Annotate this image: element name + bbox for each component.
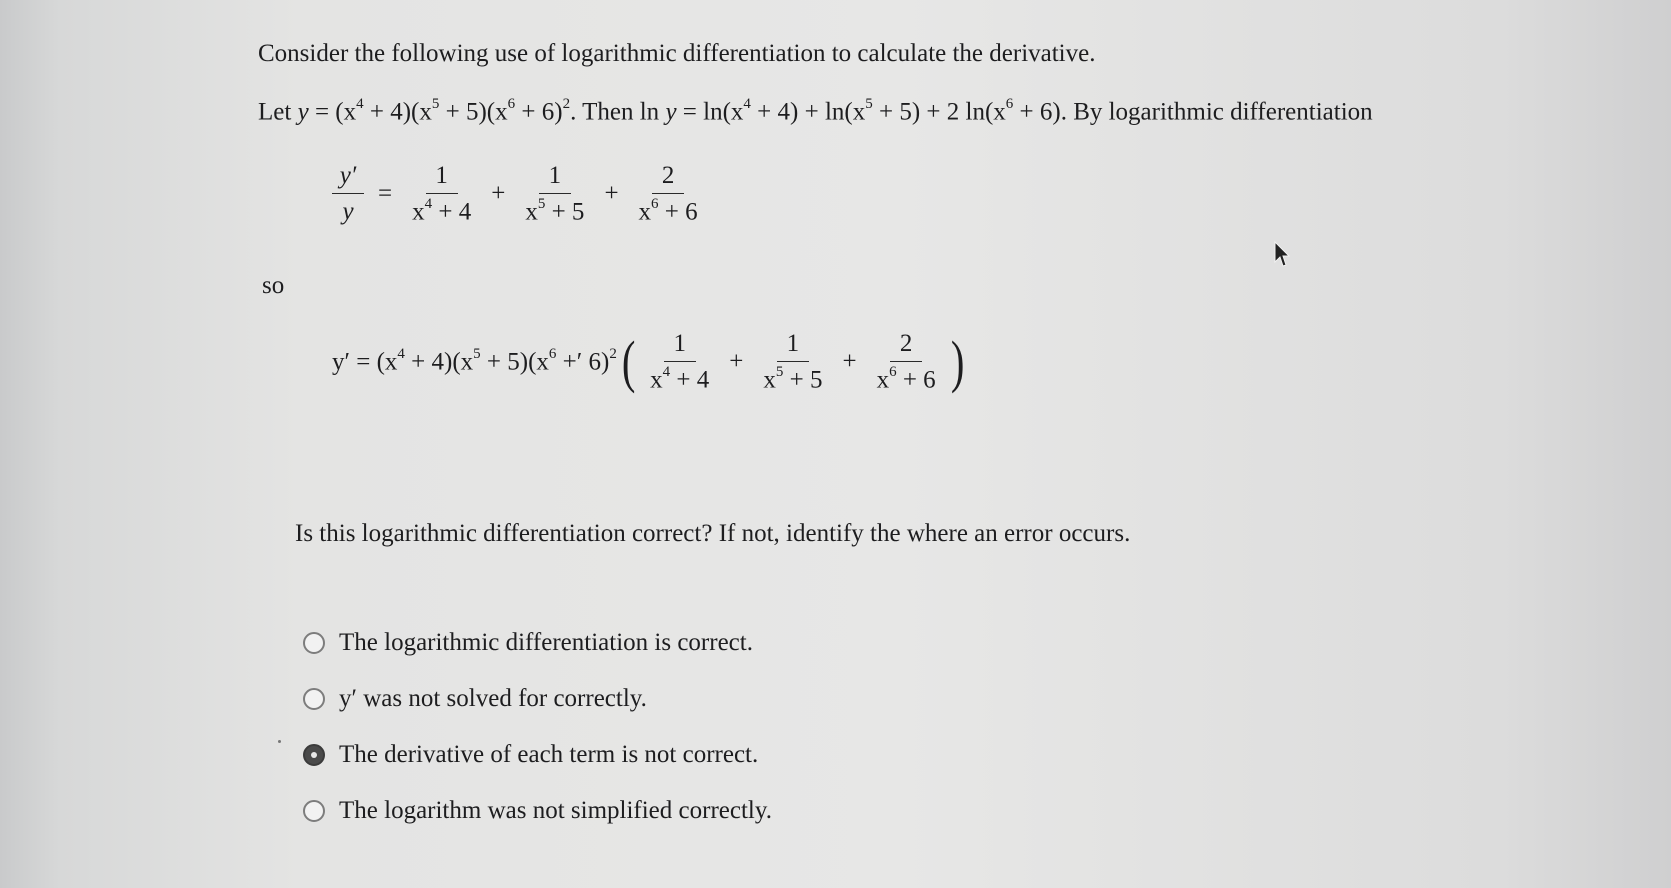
fraction-lhs xyxy=(332,162,364,226)
fraction-denominator xyxy=(644,362,715,394)
den-rest: + 4 xyxy=(432,198,472,226)
fraction-numerator: 1 xyxy=(539,162,571,194)
fraction-denominator xyxy=(871,362,942,394)
fraction-numerator: y′ xyxy=(332,162,364,194)
exponent: 6 xyxy=(651,196,659,212)
den-base: x xyxy=(650,366,663,394)
fraction-numerator: 1 xyxy=(426,162,458,194)
let-text: = ln(x xyxy=(676,98,744,126)
radio-button[interactable] xyxy=(303,688,325,710)
derivative-equation xyxy=(332,330,969,394)
den-rest: + 5 xyxy=(545,198,585,226)
exponent: 6 xyxy=(548,346,557,362)
den-rest: + 6 xyxy=(896,366,936,394)
var-y: y xyxy=(665,98,677,126)
left-paren: ( xyxy=(621,329,636,395)
plus-sign: + xyxy=(729,348,744,376)
fraction-numerator: 1 xyxy=(777,330,809,362)
option-label: The derivative of each term is not correct. xyxy=(339,741,759,768)
den-rest: + 5 xyxy=(783,366,823,394)
screen-speck xyxy=(278,740,281,743)
radio-button[interactable] xyxy=(303,632,325,654)
let-text: + 6). By logarithmic differentiation xyxy=(1013,98,1373,126)
eq2-text: +′ 6) xyxy=(556,348,610,376)
let-text: . Then ln xyxy=(570,98,666,126)
let-text: Let xyxy=(258,98,298,126)
fraction-denominator: y xyxy=(342,198,354,226)
answer-option[interactable] xyxy=(303,615,772,671)
option-label: y′ was not solved for correctly. xyxy=(339,685,647,712)
exponent: 5 xyxy=(865,96,873,112)
exponent: 6 xyxy=(507,96,516,112)
fraction-numerator: 2 xyxy=(652,162,684,194)
log-derivative-equation xyxy=(328,162,708,226)
let-statement xyxy=(258,98,1373,126)
exponent: 4 xyxy=(743,96,751,112)
exponent: 4 xyxy=(356,96,364,112)
fraction-term-3 xyxy=(633,162,704,226)
exponent: 2 xyxy=(562,96,571,112)
fraction-denominator xyxy=(757,362,828,394)
answer-option[interactable] xyxy=(303,671,772,727)
fraction-term-1 xyxy=(644,330,715,394)
den-base: x xyxy=(525,198,538,226)
let-text: + 5) + 2 ln(x xyxy=(872,98,1006,126)
den-base: x xyxy=(876,366,890,394)
let-text: + 5)(x xyxy=(439,98,508,126)
fraction-denominator xyxy=(406,194,477,226)
exponent: 4 xyxy=(397,346,405,362)
question-text: Is this logarithmic differentiation correct? If not, identify the where an error occurs. xyxy=(295,520,1131,547)
exponent: 5 xyxy=(537,196,546,212)
plus-sign: + xyxy=(842,348,857,376)
eq2-text: + 5)(x xyxy=(480,348,549,376)
equals-sign: = xyxy=(378,180,393,208)
exponent: 5 xyxy=(473,346,481,362)
fraction-term-3 xyxy=(871,330,942,394)
den-rest: + 4 xyxy=(670,366,710,394)
fraction-numerator: 2 xyxy=(890,330,922,362)
exponent: 6 xyxy=(889,364,897,380)
exponent: 5 xyxy=(431,96,440,112)
option-label: The logarithmic differentiation is correct. xyxy=(339,629,753,656)
radio-button[interactable] xyxy=(303,744,325,766)
exponent: 5 xyxy=(775,364,784,380)
fraction-numerator: 1 xyxy=(664,330,696,362)
eq2-text: + 4)(x xyxy=(404,348,474,376)
exponent: 6 xyxy=(1005,96,1014,112)
mouse-pointer-icon xyxy=(1271,240,1291,270)
radio-button[interactable] xyxy=(303,800,325,822)
right-paren: ) xyxy=(950,329,965,395)
fraction-term-2 xyxy=(757,330,828,394)
den-base: x xyxy=(763,366,776,394)
fraction-term-2 xyxy=(519,162,590,226)
eq2-text: y′ = (x xyxy=(332,348,398,376)
answer-option[interactable] xyxy=(303,783,772,839)
option-label: The logarithm was not simplified correctly. xyxy=(339,797,772,824)
plus-sign: + xyxy=(491,180,506,208)
den-base: x xyxy=(638,198,652,226)
so-text: so xyxy=(262,272,285,299)
exponent: 4 xyxy=(662,364,671,380)
fraction-term-1 xyxy=(406,162,477,226)
den-base: x xyxy=(412,198,425,226)
let-text: = (x xyxy=(308,98,357,126)
den-rest: + 6 xyxy=(658,198,698,226)
let-text: + 4) + ln(x xyxy=(750,98,866,126)
answer-options xyxy=(303,615,772,839)
plus-sign: + xyxy=(604,180,619,208)
let-text: + 4)(x xyxy=(363,98,432,126)
let-text: + 6) xyxy=(515,98,563,126)
exponent: 4 xyxy=(424,196,433,212)
fraction-denominator xyxy=(519,194,590,226)
var-y: y xyxy=(297,98,309,126)
fraction-denominator xyxy=(633,194,704,226)
answer-option[interactable] xyxy=(303,727,772,783)
eq2-prefix xyxy=(332,348,617,376)
intro-text: Consider the following use of logarithmic differentiation to calculate the derivative. xyxy=(258,40,1096,67)
exponent: 2 xyxy=(609,346,617,362)
